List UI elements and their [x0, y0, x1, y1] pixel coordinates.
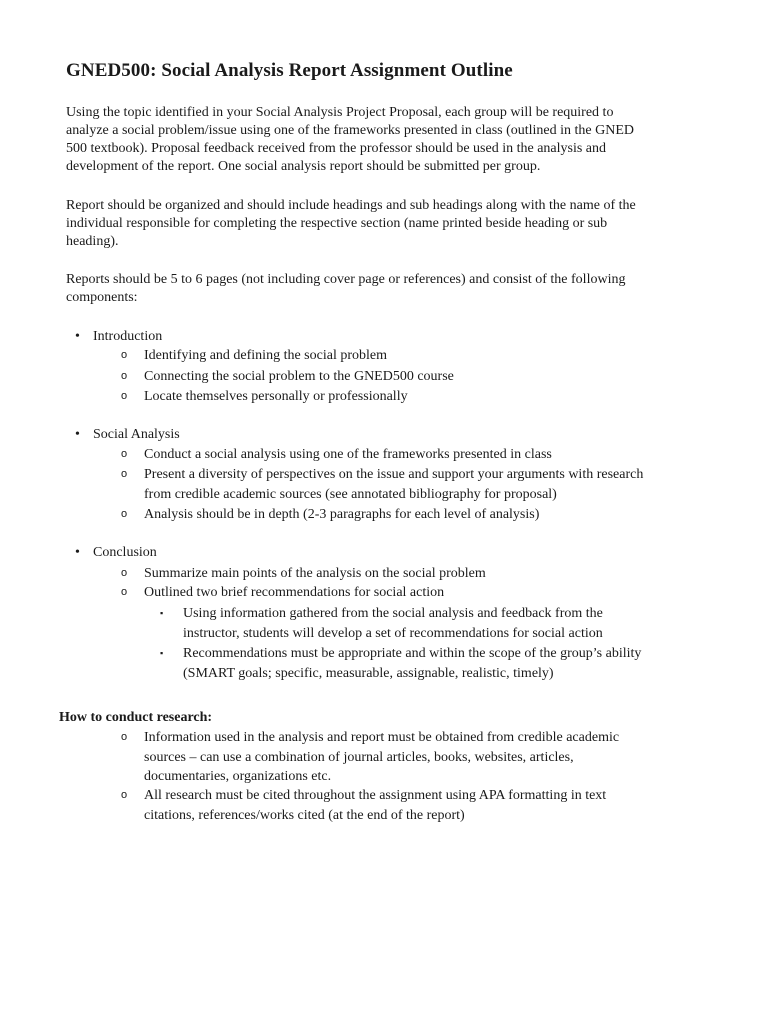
- length-paragraph: [66, 271, 706, 307]
- section-label: Social Analysis: [93, 427, 180, 442]
- bullet-marker: •: [75, 545, 80, 560]
- text-line: Using the topic identified in your Social Analysis Project Proposal, each group will be required to: [66, 105, 614, 120]
- text-line: Analysis should be in depth (2-3 paragraphs for each level of analysis): [144, 507, 540, 522]
- bullet-marker: •: [75, 427, 80, 442]
- text-line: analyze a social problem/issue using one of the frameworks presented in class (outlined in the GNED: [66, 123, 635, 138]
- sub-bullet-marker: o: [121, 586, 128, 598]
- organization-paragraph: [66, 197, 706, 251]
- text-line: Locate themselves personally or professionally: [144, 389, 408, 404]
- text-line: sources – can use a combination of journal articles, books, websites, articles,: [144, 749, 574, 765]
- section-social-analysis: [75, 426, 180, 444]
- sub-bullet-marker: o: [121, 508, 128, 520]
- document-title: GNED500: Social Analysis Report Assignment Outline: [66, 60, 513, 81]
- section-label: Introduction: [93, 329, 163, 344]
- text-line: development of the report. One social analysis report should be submitted per group.: [66, 159, 541, 174]
- text-line: from credible academic sources (see annotated bibliography for proposal): [144, 486, 557, 502]
- sub-bullet-marker: o: [121, 448, 128, 460]
- square-bullet-marker: ▪: [160, 648, 164, 658]
- text-line: Present a diversity of perspectives on the issue and support your arguments with research: [144, 467, 644, 482]
- text-line: Report should be organized and should include headings and sub headings along with the name of the: [66, 198, 636, 213]
- text-line: components:: [66, 290, 138, 305]
- text-line: 500 textbook). Proposal feedback received from the professor should be used in the analysis and: [66, 141, 607, 156]
- text-line: Outlined two brief recommendations for social action: [144, 585, 445, 600]
- intro-paragraph: [66, 104, 706, 176]
- text-line: Information used in the analysis and report must be obtained from credible academic: [144, 730, 620, 745]
- section-label: Conclusion: [93, 545, 157, 560]
- text-line: individual responsible for completing the respective section (name printed beside heading or sub: [66, 216, 608, 231]
- research-heading: How to conduct research:: [59, 710, 213, 725]
- sub-bullet-marker: o: [121, 390, 128, 402]
- sub-bullet-marker: o: [121, 370, 128, 382]
- section-introduction: [75, 328, 162, 346]
- text-line: Conduct a social analysis using one of the frameworks presented in class: [144, 447, 552, 462]
- text-line: Recommendations must be appropriate and within the scope of the group’s ability: [183, 646, 642, 661]
- section-conclusion: [75, 544, 157, 562]
- text-line: Reports should be 5 to 6 pages (not including cover page or references) and consist of the following: [66, 272, 626, 287]
- text-line: Summarize main points of the analysis on the social problem: [144, 566, 486, 581]
- sub-bullet-marker: o: [121, 567, 128, 579]
- text-line: Using information gathered from the social analysis and feedback from the: [183, 606, 603, 621]
- sub-bullet-marker: o: [121, 349, 128, 361]
- text-line: documentaries, organizations etc.: [144, 769, 332, 784]
- text-line: All research must be cited throughout the assignment using APA formatting in text: [144, 788, 607, 803]
- bullet-marker: •: [75, 329, 80, 344]
- text-line: (SMART goals; specific, measurable, assignable, realistic, timely): [183, 665, 554, 681]
- text-line: Identifying and defining the social problem: [144, 348, 387, 363]
- sub-bullet-marker: o: [121, 731, 128, 743]
- text-line: heading).: [66, 234, 119, 249]
- square-bullet-marker: ▪: [160, 608, 164, 618]
- text-line: instructor, students will develop a set of recommendations for social action: [183, 625, 603, 641]
- sub-bullet-marker: o: [121, 789, 128, 801]
- text-line: Connecting the social problem to the GNED500 course: [144, 369, 454, 384]
- text-line: citations, references/works cited (at the end of the report): [144, 807, 465, 823]
- sub-bullet-marker: o: [121, 468, 128, 480]
